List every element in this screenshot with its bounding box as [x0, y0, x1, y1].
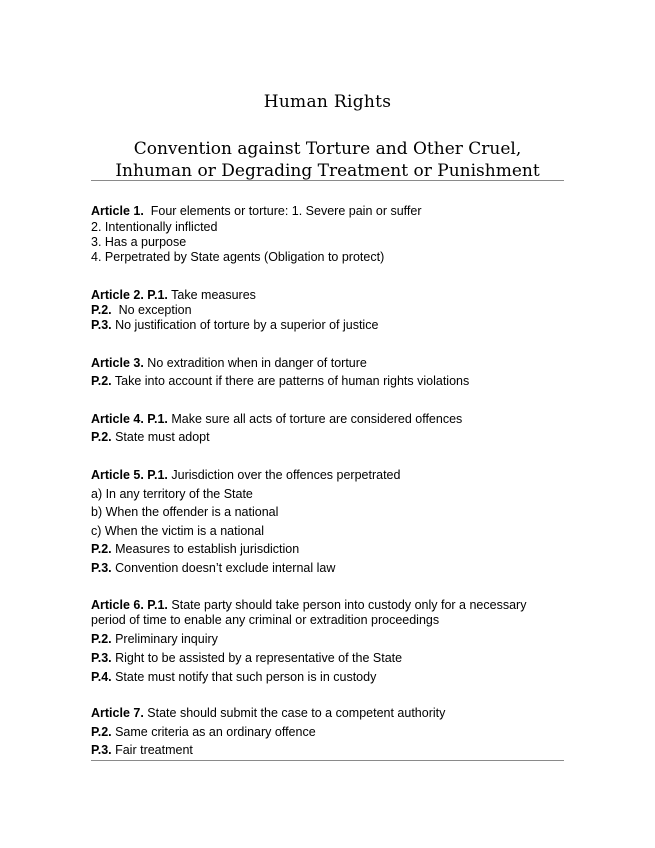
paragraph-text: State must notify that such person is in custody [111, 670, 377, 684]
article-4-label: Article 4. P.1. [91, 412, 168, 426]
document-subtitle [0, 138, 655, 182]
paragraph-label: P.4. [91, 670, 112, 684]
paragraph-text: Convention doesn’t exclude internal law [111, 561, 336, 575]
article-4-heading [91, 412, 462, 427]
article-4-p2 [91, 430, 210, 445]
article-4-text: Make sure all acts of torture are considered offences [167, 412, 463, 426]
article-7-text: State should submit the case to a competent authority [143, 706, 446, 720]
article-2-p3 [91, 318, 378, 333]
article-1-item: 4. Perpetrated by State agents (Obligation to protect) [91, 250, 385, 264]
paragraph-label: P.2. [91, 725, 112, 739]
paragraph-text: Fair treatment [111, 743, 193, 757]
article-1-heading [91, 204, 422, 219]
subtitle-line-2: Inhuman or Degrading Treatment or Punishment [115, 161, 540, 181]
top-divider [91, 180, 564, 181]
article-5-heading [91, 468, 400, 483]
article-6-p4 [91, 670, 376, 685]
paragraph-text: Measures to establish jurisdiction [111, 542, 300, 556]
article-3-heading [91, 356, 367, 371]
article-7-heading [91, 706, 445, 721]
article-6-p2 [91, 632, 218, 647]
paragraph-text: No justification of torture by a superior of justice [111, 318, 379, 332]
article-6-text-continued: period of time to enable any criminal or extradition proceedings [91, 613, 440, 627]
article-6-heading [91, 598, 526, 613]
article-1-item: 2. Intentionally inflicted [91, 220, 218, 234]
article-1-item: 3. Has a purpose [91, 235, 187, 249]
article-6-label: Article 6. P.1. [91, 598, 168, 612]
article-2-heading [91, 288, 256, 303]
article-5-item: c) When the victim is a national [91, 524, 264, 538]
paragraph-text: State must adopt [111, 430, 210, 444]
article-1-text: Four elements or torture: 1. Severe pain or suffer [143, 204, 422, 218]
subtitle-line-1: Convention against Torture and Other Cruel, [133, 139, 522, 159]
bottom-divider [91, 760, 564, 761]
article-5-item: b) When the offender is a national [91, 505, 279, 519]
paragraph-text: Preliminary inquiry [111, 632, 218, 646]
paragraph-label: P.2. [91, 430, 112, 444]
article-5-item: a) In any territory of the State [91, 487, 253, 501]
article-7-label: Article 7. [91, 706, 144, 720]
article-5-text: Jurisdiction over the offences perpetrated [167, 468, 401, 482]
paragraph-label: P.2. [91, 542, 112, 556]
paragraph-text: Same criteria as an ordinary offence [111, 725, 316, 739]
article-2-label: Article 2. P.1. [91, 288, 168, 302]
article-7-p3 [91, 743, 193, 758]
article-3-label: Article 3. [91, 356, 144, 370]
article-6-text: State party should take person into custody only for a necessary [167, 598, 527, 612]
article-5-p3 [91, 561, 335, 576]
article-1-label: Article 1. [91, 204, 144, 218]
paragraph-label: P.3. [91, 318, 112, 332]
article-2-text: Take measures [167, 288, 256, 302]
paragraph-text: Take into account if there are patterns of human rights violations [111, 374, 470, 388]
paragraph-label: P.3. [91, 743, 112, 757]
paragraph-label: P.3. [91, 561, 112, 575]
paragraph-label: P.2. [91, 632, 112, 646]
article-7-p2 [91, 725, 316, 740]
paragraph-label: P.2. [91, 303, 112, 317]
paragraph-text: No exception [111, 303, 192, 317]
paragraph-label: P.2. [91, 374, 112, 388]
paragraph-label: P.3. [91, 651, 112, 665]
article-6-p3 [91, 651, 402, 666]
article-3-text: No extradition when in danger of torture [143, 356, 367, 370]
article-2-p2 [91, 303, 192, 318]
document-title: Human Rights [263, 92, 392, 112]
article-3-p2 [91, 374, 469, 389]
article-5-p2 [91, 542, 299, 557]
paragraph-text: Right to be assisted by a representative of the State [111, 651, 403, 665]
article-5-label: Article 5. P.1. [91, 468, 168, 482]
